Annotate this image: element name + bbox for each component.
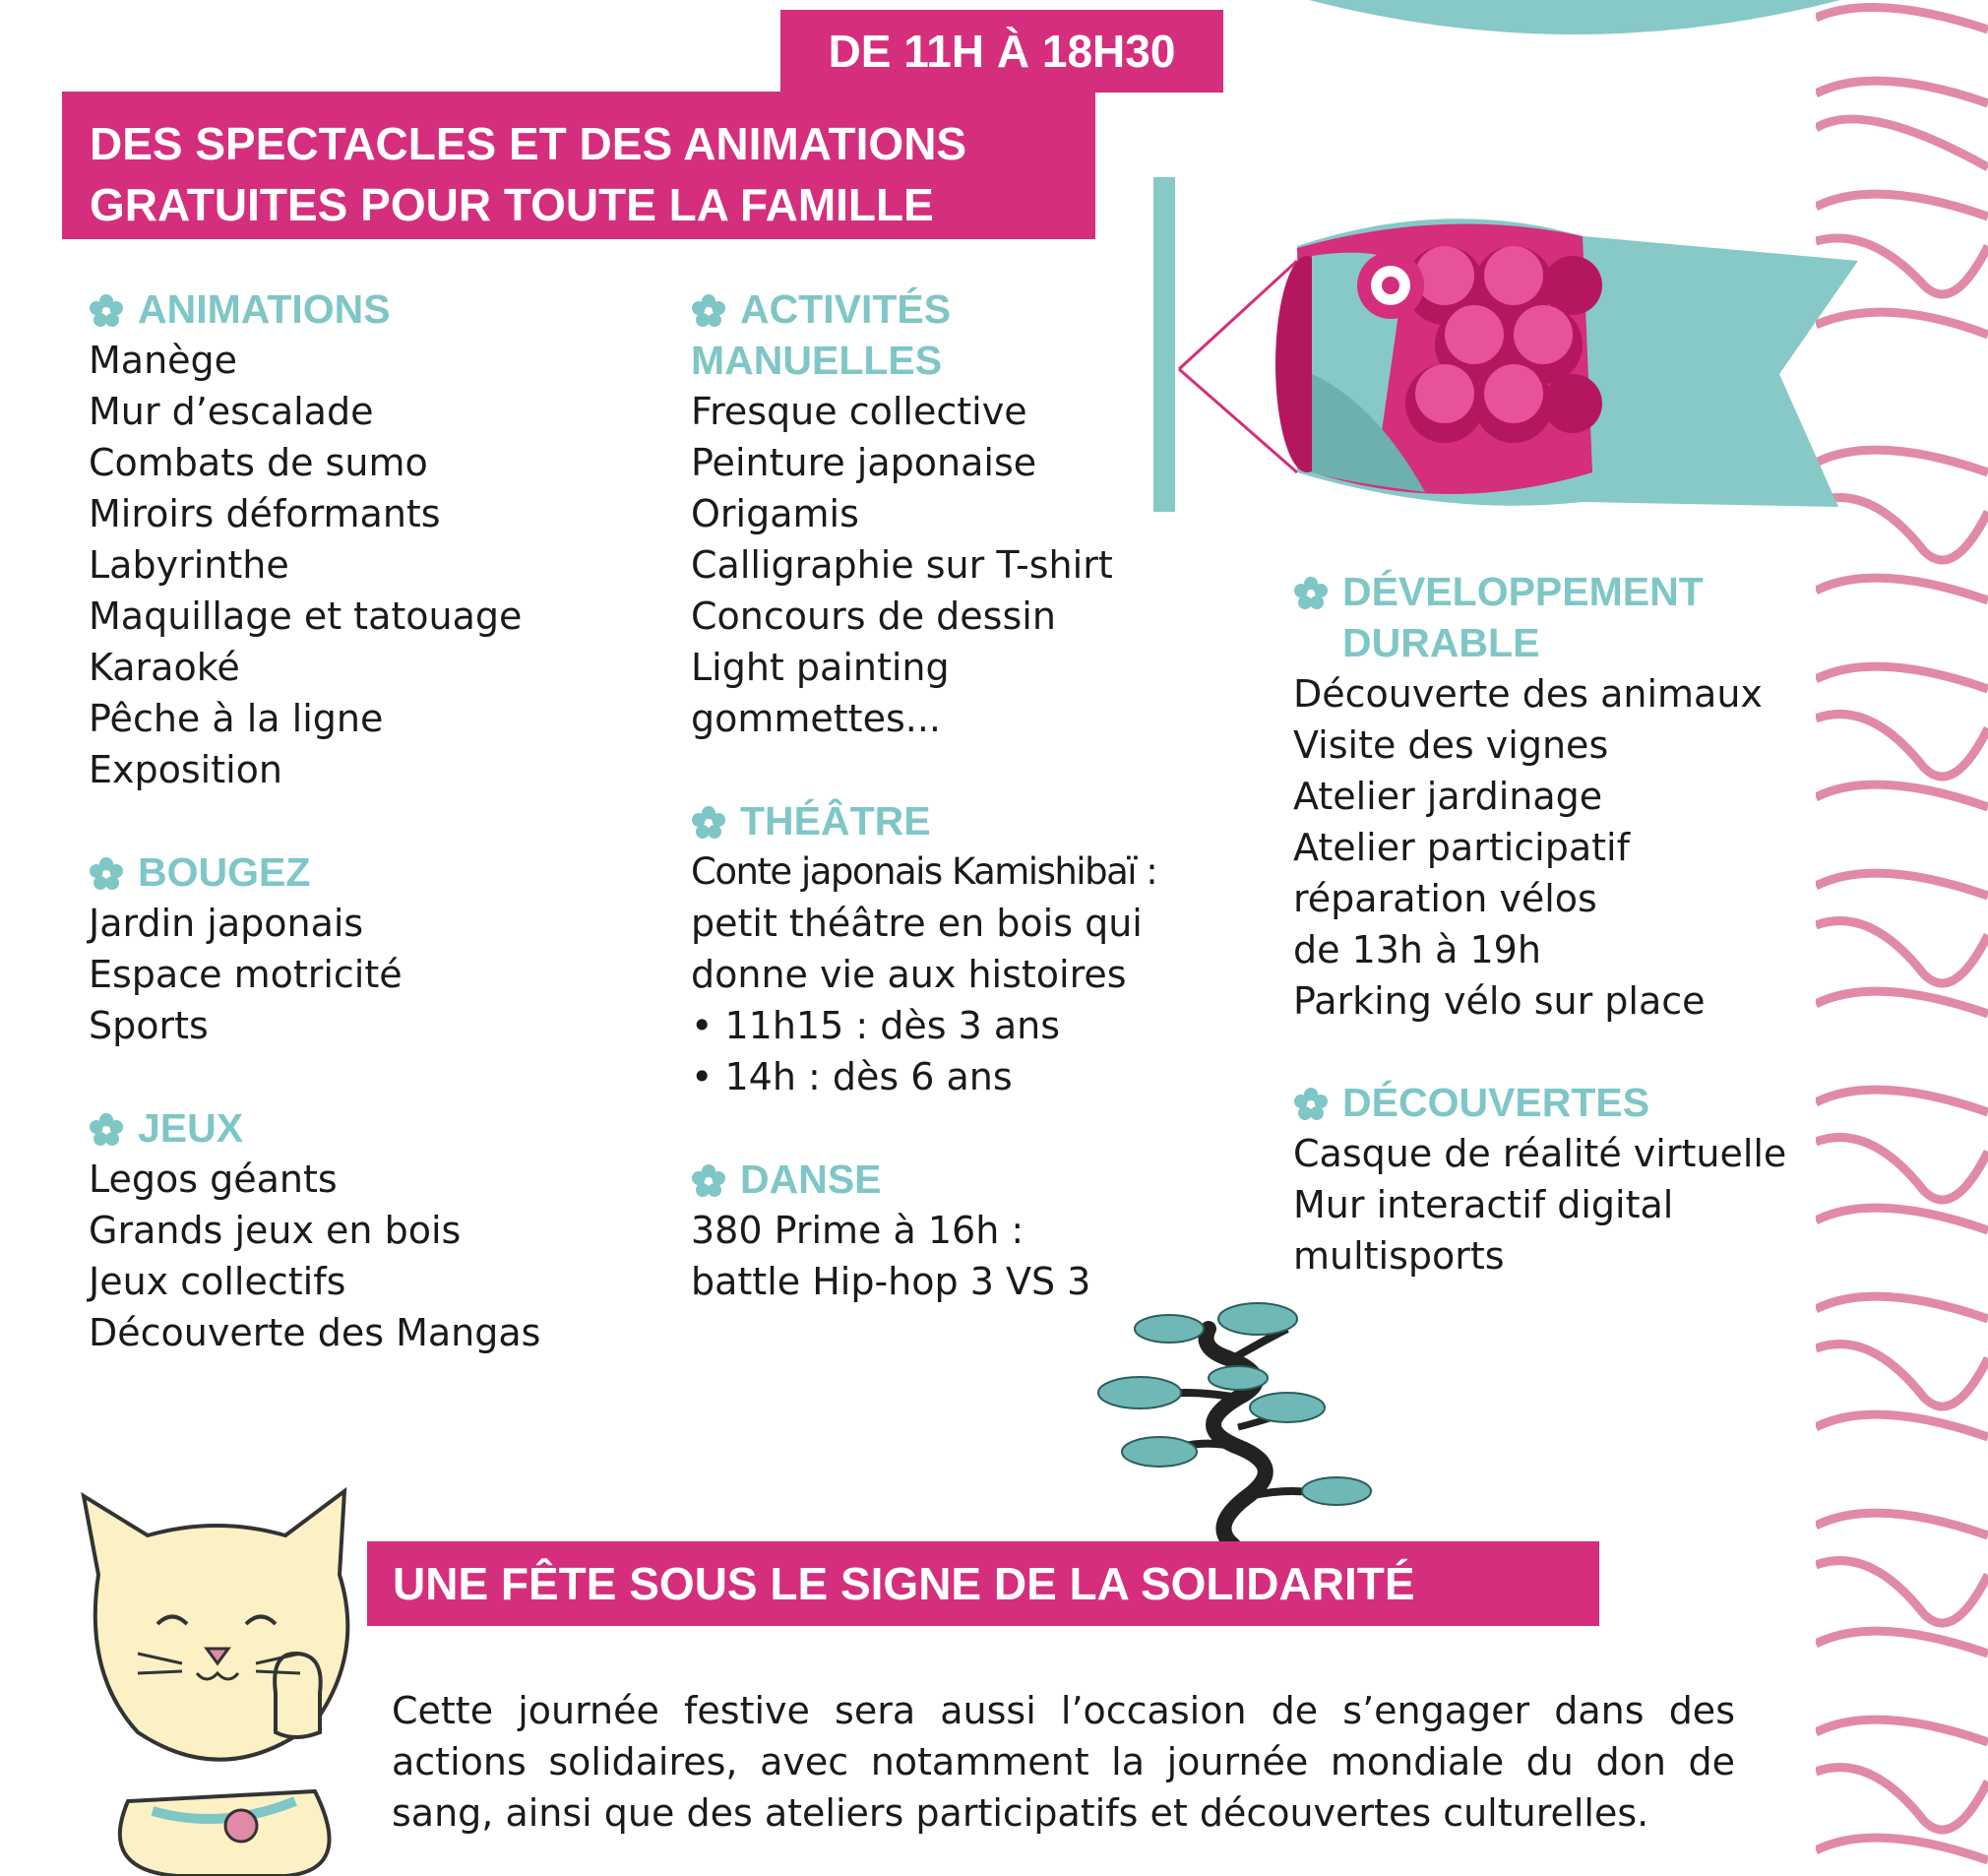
list-item: Visite des vignes bbox=[1293, 723, 1609, 767]
list-item: Atelier participatif bbox=[1293, 826, 1630, 869]
list-item: Maquillage et tatouage bbox=[89, 594, 523, 638]
solidarity-banner: UNE FÊTE SOUS LE SIGNE DE LA SOLIDARITÉ bbox=[367, 1541, 1599, 1626]
list-item: Karaoké bbox=[89, 646, 240, 689]
list-item: Jardin japonais bbox=[89, 902, 364, 945]
solidarity-paragraph: Cette journée festive sera aussi l’occasion de s’engager dans des actions solidaires, avec notamment la journée mondiale du don de sang, ainsi que des ateliers participatifs et découvertes culturelles. bbox=[392, 1689, 1735, 1835]
section-developpement-durable bbox=[1293, 566, 1763, 1027]
flower-icon bbox=[89, 293, 124, 329]
list-item: Exposition bbox=[89, 748, 283, 791]
list-item: Jeux collectifs bbox=[89, 1260, 346, 1303]
list-item: de 13h à 19h bbox=[1293, 928, 1541, 971]
list-item: Miroirs déformants bbox=[89, 492, 441, 535]
list-item: Conte japonais Kamishibaï : bbox=[691, 850, 1157, 893]
section-title-text: THÉÂTRE bbox=[740, 798, 931, 844]
list-item: Mur d’escalade bbox=[89, 390, 374, 433]
list-item: Concours de dessin bbox=[691, 594, 1056, 638]
section-decouvertes bbox=[1293, 1077, 1786, 1282]
section-title bbox=[89, 846, 403, 898]
list-item: Grands jeux en bois bbox=[89, 1209, 462, 1252]
headline-line-2: GRATUITES POUR TOUTE LA FAMILLE bbox=[90, 179, 934, 230]
section-title-line-1: ACTIVITÉS bbox=[740, 286, 952, 332]
flower-icon bbox=[691, 293, 726, 329]
section-title bbox=[1293, 566, 1763, 668]
section-title-text: DÉCOUVERTES bbox=[1342, 1080, 1650, 1125]
section-theatre bbox=[691, 795, 1156, 1102]
list-item: battle Hip-hop 3 VS 3 bbox=[691, 1260, 1091, 1303]
flower-icon bbox=[691, 1163, 726, 1199]
item-list bbox=[691, 846, 1156, 1102]
list-item: Combats de sumo bbox=[89, 441, 428, 484]
item-list bbox=[1293, 668, 1763, 1027]
section-title bbox=[691, 1154, 1090, 1205]
list-item: Casque de réalité virtuelle bbox=[1293, 1132, 1787, 1175]
list-item: Fresque collective bbox=[691, 390, 1027, 433]
section-title bbox=[691, 795, 1156, 846]
section-title-text: ANIMATIONS bbox=[138, 286, 391, 332]
section-title-line-2: DURABLE bbox=[1342, 620, 1540, 665]
item-list bbox=[1293, 1128, 1786, 1282]
flower-icon bbox=[691, 805, 726, 841]
list-item: Espace motricité bbox=[89, 953, 403, 996]
bonsai-tree-illustration bbox=[1090, 1299, 1376, 1545]
list-item: multisports bbox=[1293, 1234, 1505, 1278]
list-item: Atelier jardinage bbox=[1293, 775, 1603, 818]
teal-arc-decoration bbox=[1299, 0, 1850, 39]
list-item: Origamis bbox=[691, 492, 859, 535]
item-list bbox=[89, 898, 403, 1051]
section-title bbox=[691, 283, 1113, 386]
section-danse bbox=[691, 1154, 1090, 1307]
list-item: • 11h15 : dès 3 ans bbox=[691, 1004, 1061, 1047]
section-jeux bbox=[89, 1102, 540, 1358]
section-title bbox=[89, 283, 522, 335]
section-title-text: JEUX bbox=[138, 1105, 244, 1151]
list-item: Pêche à la ligne bbox=[89, 697, 384, 740]
headline-line-1: DES SPECTACLES ET DES ANIMATIONS bbox=[90, 118, 967, 169]
lucky-cat-illustration bbox=[69, 1476, 374, 1876]
section-title-line-1: DÉVELOPPEMENT bbox=[1342, 569, 1704, 614]
list-item: petit théâtre en bois qui bbox=[691, 902, 1143, 945]
section-title-text: DANSE bbox=[740, 1157, 882, 1202]
flower-icon bbox=[1293, 576, 1329, 611]
list-item: Calligraphie sur T-shirt bbox=[691, 543, 1113, 587]
flower-icon bbox=[89, 1112, 124, 1148]
item-list bbox=[89, 1154, 540, 1358]
flower-icon bbox=[1293, 1087, 1329, 1122]
koinobori-fish-illustration bbox=[1149, 177, 1878, 522]
list-item: Light painting bbox=[691, 646, 950, 689]
section-title bbox=[1293, 1077, 1786, 1128]
item-list bbox=[691, 386, 1113, 744]
section-title bbox=[89, 1102, 540, 1154]
list-item: Sports bbox=[89, 1004, 209, 1047]
list-item: gommettes... bbox=[691, 697, 941, 740]
section-animations bbox=[89, 283, 522, 795]
section-bougez bbox=[89, 846, 403, 1051]
flower-icon bbox=[89, 856, 124, 892]
item-list bbox=[89, 335, 522, 795]
section-title-text: BOUGEZ bbox=[138, 849, 311, 895]
time-banner: DE 11H À 18H30 bbox=[780, 10, 1223, 93]
section-title-line-2: MANUELLES bbox=[691, 338, 943, 383]
list-item: réparation vélos bbox=[1293, 877, 1597, 920]
section-activites-manuelles bbox=[691, 283, 1113, 744]
list-item: Peinture japonaise bbox=[691, 441, 1037, 484]
list-item: Découverte des Mangas bbox=[89, 1311, 541, 1354]
list-item: Découverte des animaux bbox=[1293, 672, 1763, 716]
headline-banner bbox=[62, 92, 1095, 239]
list-item: donne vie aux histoires bbox=[691, 953, 1127, 996]
list-item: Parking vélo sur place bbox=[1293, 979, 1706, 1023]
list-item: 380 Prime à 16h : bbox=[691, 1209, 1025, 1252]
item-list bbox=[691, 1205, 1090, 1307]
list-item: • 14h : dès 6 ans bbox=[691, 1055, 1013, 1098]
list-item: Mur interactif digital bbox=[1293, 1183, 1674, 1226]
list-item: Manège bbox=[89, 339, 238, 382]
list-item: Legos géants bbox=[89, 1157, 338, 1201]
list-item: Labyrinthe bbox=[89, 543, 289, 587]
